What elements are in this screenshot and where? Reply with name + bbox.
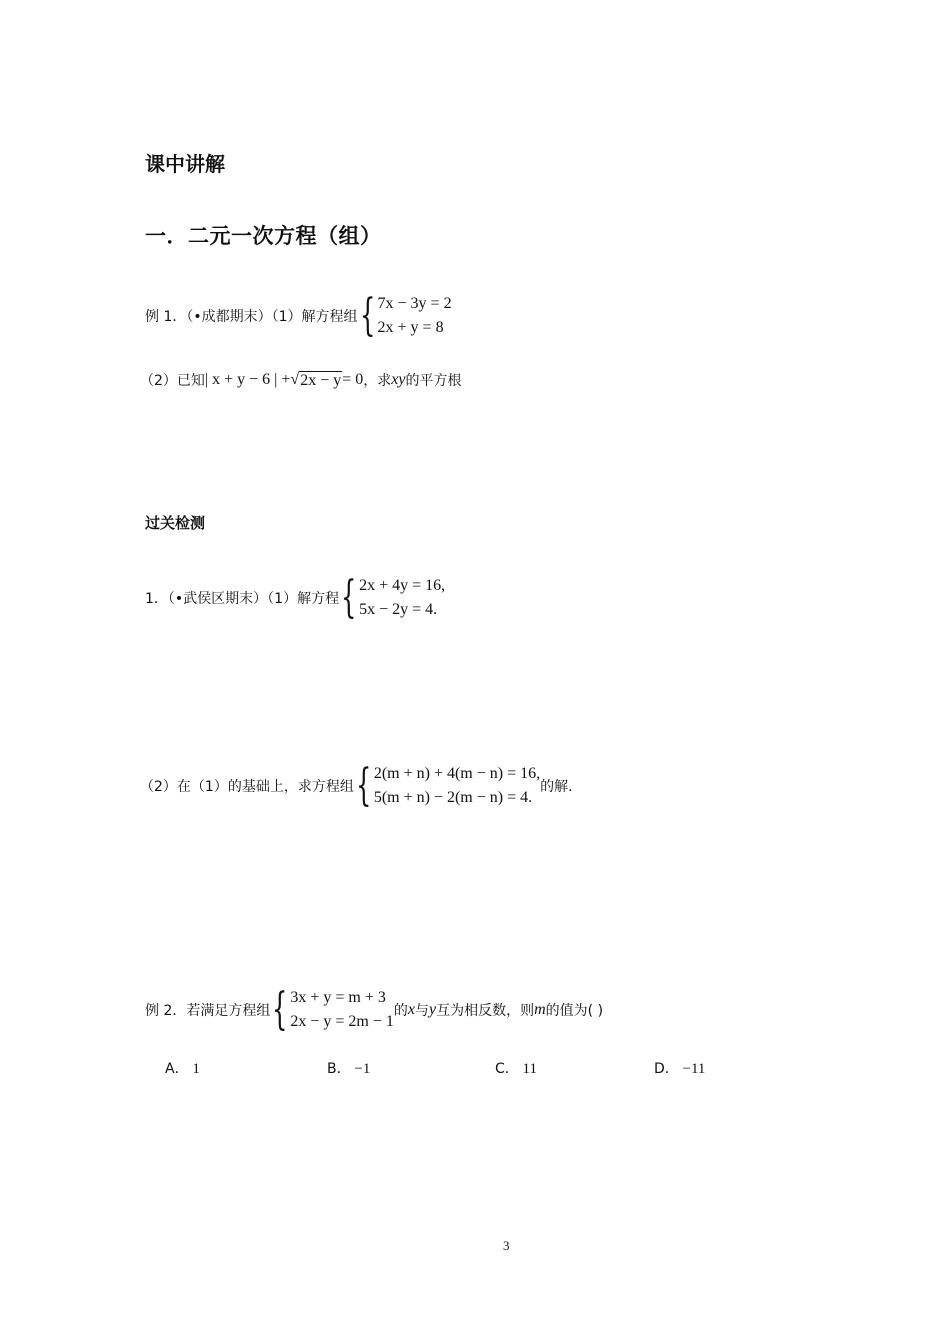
equation: 2(m + n) + 4(m − n) = 16, [373,765,541,782]
equals-zero: = 0 [342,371,364,388]
example1-part1 [145,292,452,340]
abs-expression: | x + y − 6 | + [204,371,291,388]
option-b [327,1058,370,1078]
example1-part2-prefix: （2）已知 [140,373,205,389]
variable-xy: xy [391,371,406,388]
exercise1-prefix: 1．（•武侯区期末）（1）解方程 [145,591,340,607]
option-label: D． [654,1061,679,1077]
brace-icon: { [272,984,288,1035]
equation: 5(m + n) − 2(m − n) = 4. [373,789,533,806]
exercise1-part2 [140,762,582,810]
variable-y: y [428,1001,437,1018]
equation: 2x − y = 2m − 1 [290,1013,394,1030]
brace-icon: { [359,290,375,341]
check-heading: 过关检测 [145,514,206,532]
sqrt-sign: √ [290,371,300,388]
variable-m: m [534,1001,546,1018]
exercise1-part2-prefix: （2）在（1）的基础上，求方程组 [140,779,354,795]
variable-x: x [407,1001,415,1018]
page-number: 3 [503,1238,510,1253]
option-value: 11 [522,1061,537,1077]
exercise1-part1 [145,574,445,622]
equation: 7x − 3y = 2 [377,295,452,312]
text: 与 [414,1003,429,1019]
exercise1-part2-system [356,762,540,810]
option-d [654,1058,705,1078]
option-label: B． [327,1061,351,1077]
example1-part2-suffix: 的平方根 [405,373,462,389]
sqrt-content: 2x − y [300,371,342,389]
option-label: A． [165,1061,189,1077]
section-heading: 一．二元一次方程（组） [145,224,382,248]
equation: 3x + y = m + 3 [290,989,386,1006]
option-value: 1 [192,1061,200,1077]
example1-prefix: 例 1．（•成都期末）（1）解方程组 [145,309,358,325]
lesson-heading: 课中讲解 [145,152,225,176]
equation: 5x − 2y = 4. [359,601,438,618]
example2-prefix: 例 2．若满足方程组 [145,1003,271,1019]
text: 互为相反数，则 [436,1003,535,1019]
text: 的 [393,1003,408,1019]
brace-icon: { [355,760,372,811]
option-c [495,1058,537,1078]
equation: 2x + y = 8 [377,319,444,336]
option-a [165,1058,200,1078]
example1-system [360,292,452,340]
example1-part2-ask: ，求 [363,373,392,389]
answer-blank: 的值为( ) [545,1003,604,1019]
exercise1-system [341,574,445,622]
example1-part2 [140,370,461,390]
option-value: −11 [682,1061,706,1077]
option-value: −1 [354,1061,371,1077]
option-label: C． [495,1061,519,1077]
example2-question [145,986,603,1034]
example2-system [272,986,394,1034]
brace-icon: { [341,572,357,623]
equation: 2x + 4y = 16, [359,577,446,594]
exercise1-part2-suffix: 的解． [540,779,583,795]
